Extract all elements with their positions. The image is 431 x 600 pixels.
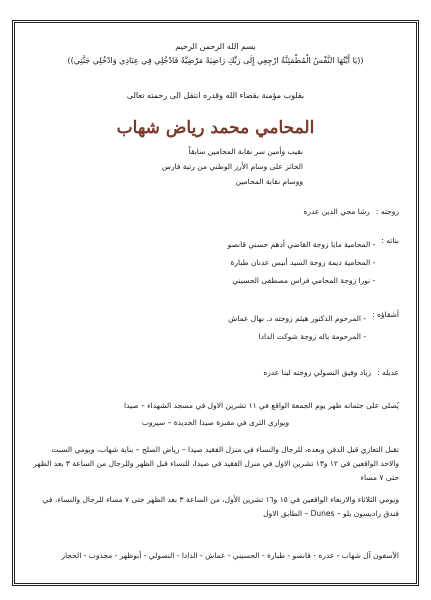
daughters-label: بناته : [381, 236, 399, 245]
title-line: الحائز على وسام الأرز الوطني من رتبة فارس [161, 162, 303, 171]
burial-line: ويوارى الثرى في مقبرة صيدا الجديدة – سيروب [141, 418, 290, 427]
obituary-notice [18, 26, 413, 580]
list-item: - نورا زوجة المحامي فراس مصطفى الحسيني [232, 276, 376, 285]
list-item: - المرحوم الدكتور هيثم زوجته د. نهال عماش [228, 314, 367, 323]
funeral-details [32, 397, 399, 431]
brother-in-law-name: زياد وفيق النصولي زوجته لينا عدره [263, 368, 372, 377]
title-line: نقيب وأمين سر نقابة المحامين سابقاً [188, 147, 303, 156]
basmala: بسم الله الرحمن الرحيم [175, 42, 256, 51]
deceased-name: المحامي محمد رياض شهاب [116, 118, 315, 138]
brother-in-law-label: عديله : [377, 368, 399, 377]
wife-label: زوجته : [375, 207, 399, 216]
title-line: ووسام نقابة المحامين [235, 177, 303, 186]
daughters-list [228, 236, 382, 290]
list-item: - المحامية مايا زوجة القاضي أدهم حسني قانصو [227, 240, 376, 249]
wife-name: رشا محي الدين عدره [303, 207, 370, 216]
funeral-line: يُصلى على جثمانه ظهر يوم الجمعة الواقع في ١١ تشرين الاول في مسجد الشهداء – صيدا [123, 401, 399, 410]
intro-line: بقلوب مؤمنة بقضاء الله وقدره انتقل الى رحمته تعالى [126, 91, 305, 100]
siblings-label: أشقاؤه : [372, 310, 399, 319]
wife-section [32, 207, 399, 216]
condolences-hotel: ويومي الثلاثاء والاربعاء الواقعين في ١٥ و١٦ تشرين الأول، من الساعة ٣ بعد الظهر حتى ٧ مساء للرجال والنساء، في فندق راديسون بلو – Dunes – الطابق الاول [42, 495, 399, 518]
condolences-saida: تقبل التعازي قبل الدفن وبعده، للرجال والنساء في منزل الفقيد صيدا – رياض الصلح – بناية شهاب، ويومي السبت والاحد الواقعين في ١٢ و١٣ تشرين الاول في منزل الفقيد في صيدا، للنساء قبل الظهر وللرجال من الساعة ٣ بعد الظهر حتى ٧ مساء [33, 445, 399, 482]
quran-verse: ((يَا أَيَّتُهَا النَّفْسُ الْمُطْمَئِنَّةُ ارْجِعِي إِلَى رَبِّكِ رَاضِيَةً مَرْضِيَّةً فَادْخُلِي فِي عِبَادِي وَادْخُلِي جَنَّتِي)) [67, 56, 364, 65]
brother-in-law-section [32, 368, 399, 377]
list-item: - المرحومة باله زوجة شوكت الدادا [258, 332, 367, 341]
siblings-section [32, 310, 399, 346]
list-item: - المحامية ديمة زوجة السيد أنيس عدنان طبارة [230, 258, 376, 267]
siblings-list [228, 310, 372, 346]
deceased-titles [32, 144, 399, 189]
bereaved-families: الآسفون آل شهاب - عدره - قانصو - طبارة - الحسيني - عماش - الدادا - النصولي - أبوظهر - مجذوب - الحجار [61, 551, 399, 560]
daughters-section [32, 236, 399, 290]
